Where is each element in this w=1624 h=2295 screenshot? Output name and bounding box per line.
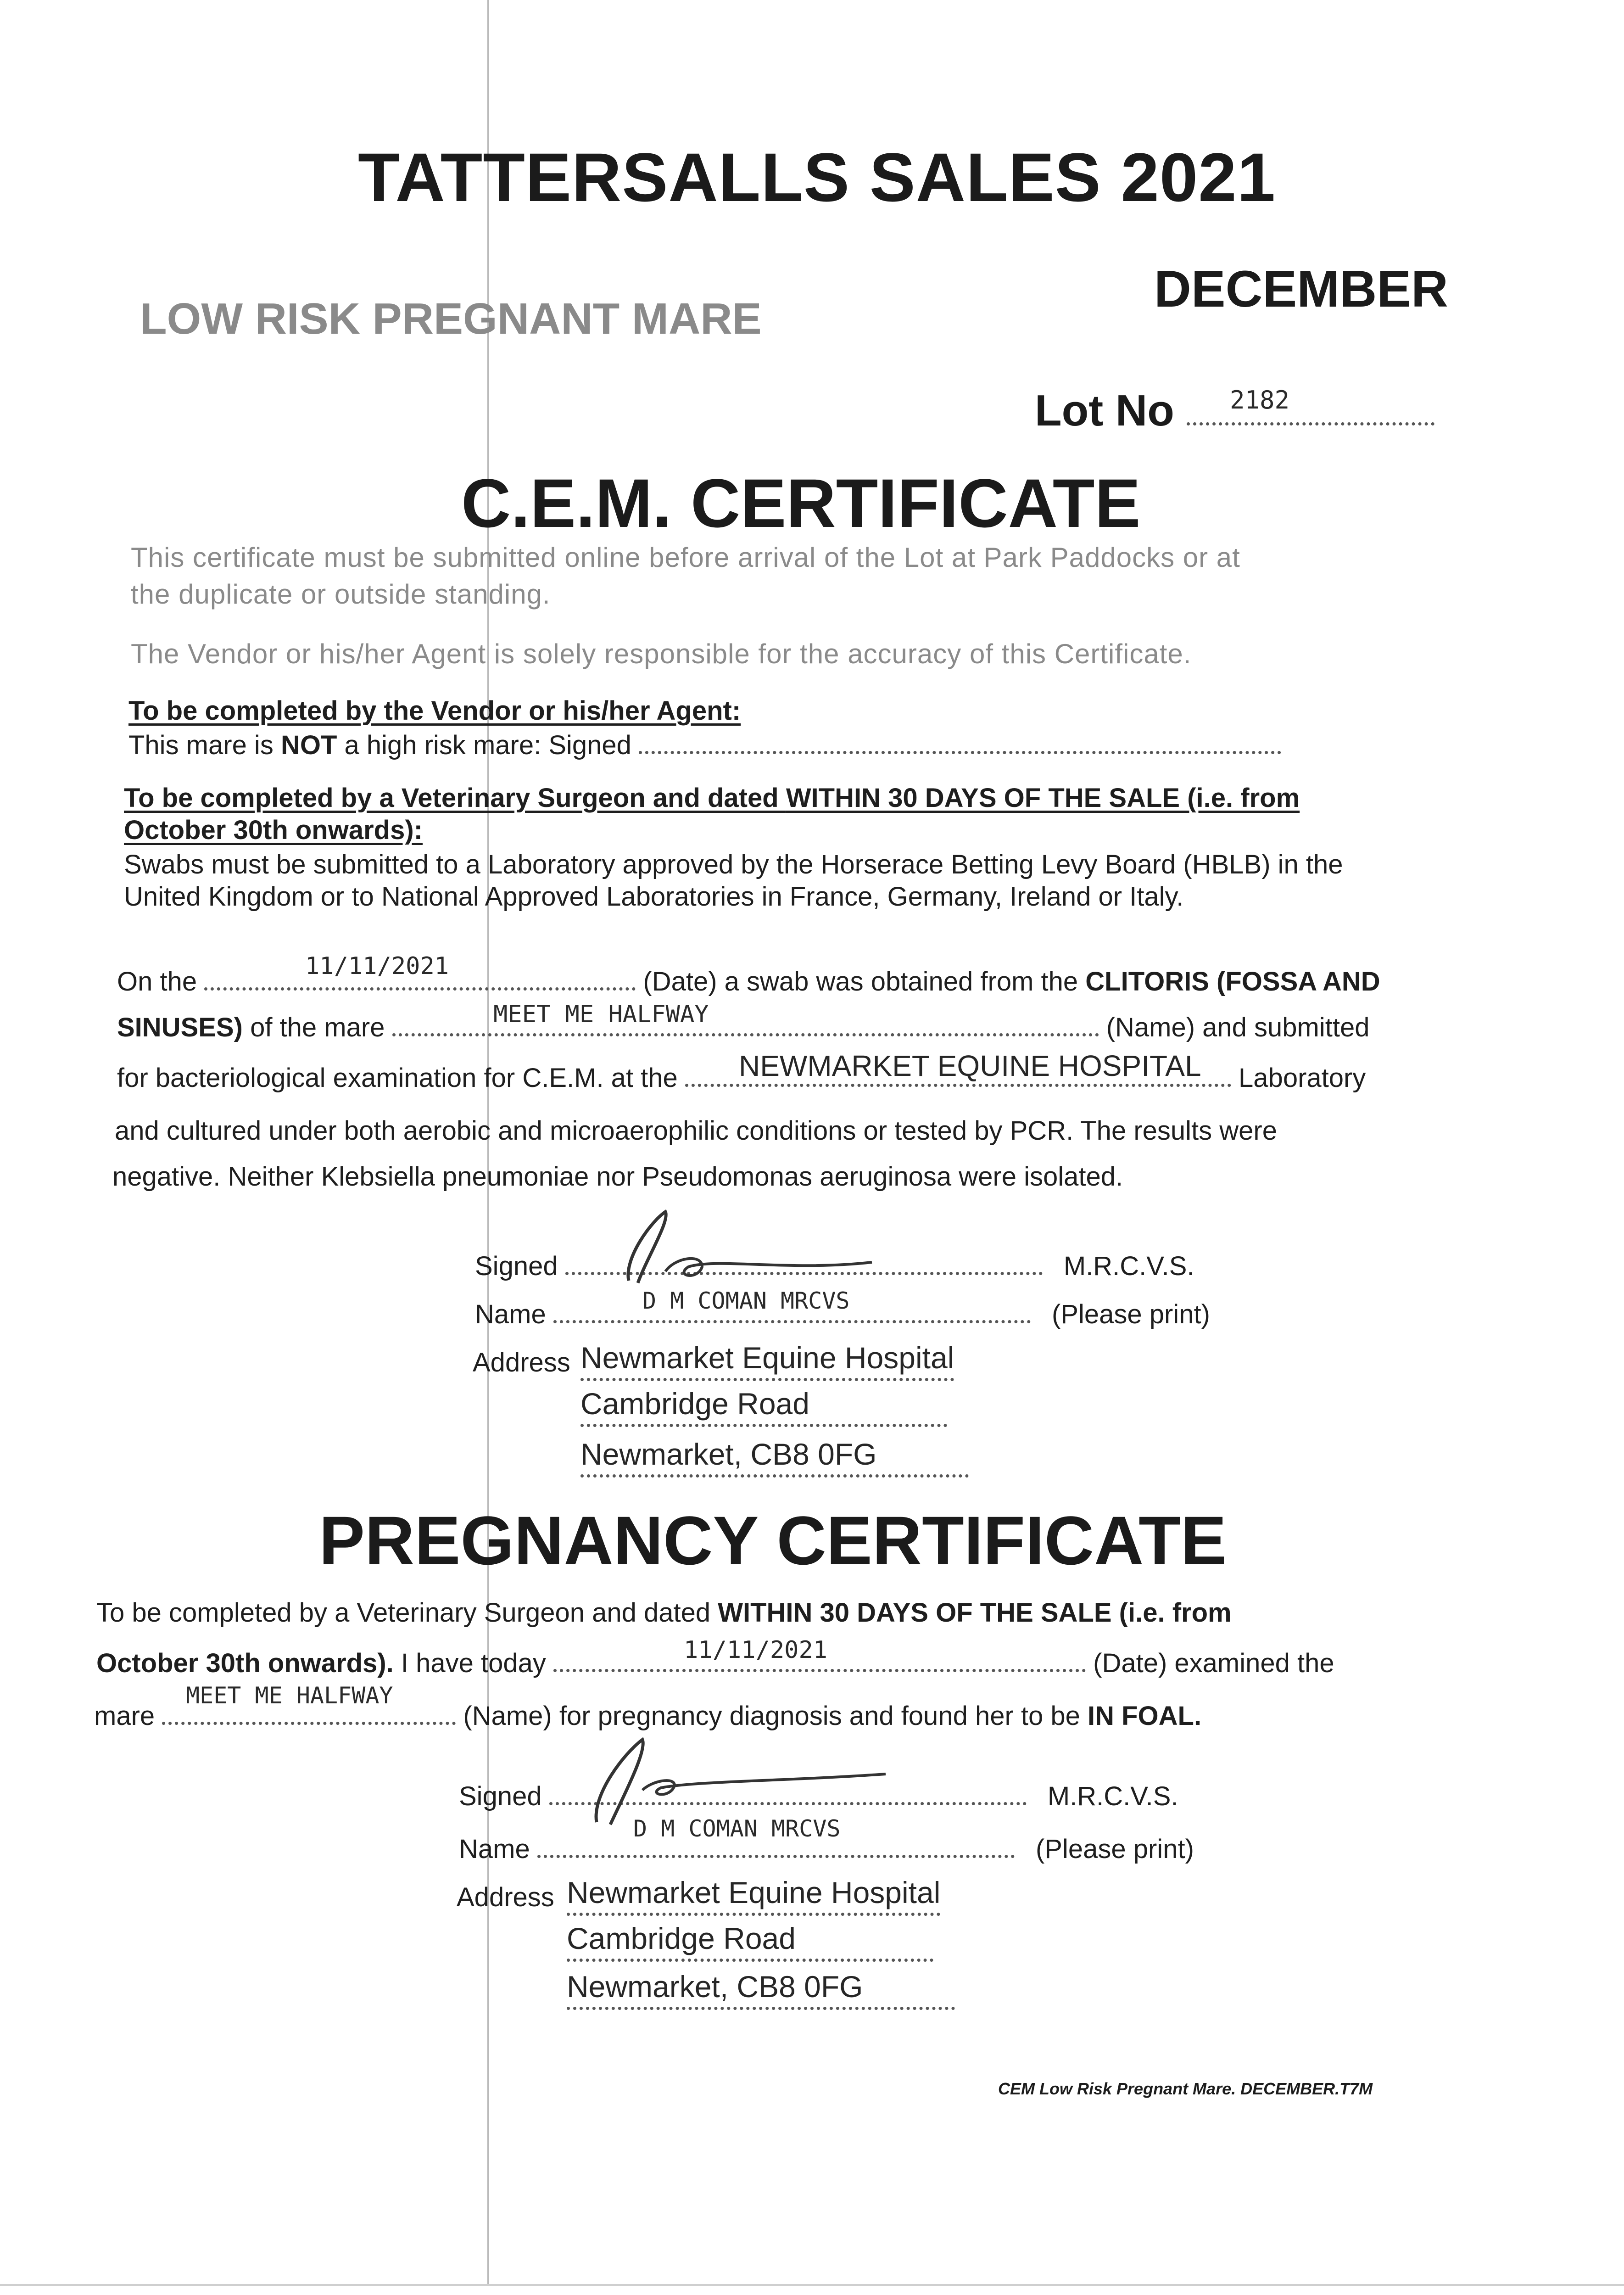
cem-address-line-1 [580, 1340, 954, 1381]
pregnancy-address-label: Address [457, 1882, 554, 1912]
pregnancy-address-line-3 [567, 1969, 955, 2010]
pregnancy-mare-name-value: MEET ME HALFWAY [186, 1682, 393, 1709]
pregnancy-intro-bold-2: October 30th onwards). [96, 1648, 394, 1678]
pregnancy-vet-name-value: D M COMAN MRCVS [633, 1815, 841, 1842]
pregnancy-intro-bold: WITHIN 30 DAYS OF THE SALE (i.e. from [718, 1598, 1232, 1628]
laboratory-suffix-text: Laboratory [1239, 1063, 1366, 1093]
lot-dotted-line [1187, 390, 1434, 425]
cem-handwritten-signature [597, 1203, 881, 1294]
cem-certificate-title: C.E.M. CERTIFICATE [461, 465, 1141, 542]
pregnancy-mrcvs-label: M.R.C.V.S. [1047, 1781, 1178, 1811]
cem-mare-name-value: MEET ME HALFWAY [493, 1001, 709, 1028]
cem-please-print: (Please print) [1051, 1299, 1210, 1329]
cem-mrcvs-label: M.R.C.V.S. [1063, 1251, 1194, 1281]
swab-instruction-line-1: Swabs must be submitted to a Laboratory approved by the Horserace Betting Levy Board (HBLB) in the [124, 850, 1343, 879]
pregnancy-intro-text-2: I have today [393, 1648, 546, 1678]
negative-result-line: negative. Neither Klebsiella pneumoniae nor Pseudomonas aeruginosa were isolated. [112, 1162, 1123, 1192]
on-the-label: On the [117, 967, 197, 996]
scan-edge [0, 2284, 1624, 2286]
cem-address-label: Address [473, 1348, 570, 1377]
sale-month: DECEMBER [1154, 260, 1448, 318]
cultured-line: and cultured under both aerobic and microaerophilic conditions or tested by PCR. The results were [115, 1116, 1277, 1146]
pregnancy-intro-text: To be completed by a Veterinary Surgeon and dated [96, 1598, 718, 1628]
vendor-line-not: NOT [280, 730, 337, 760]
vendor-declaration-line [128, 730, 1281, 761]
mare-category: LOW RISK PREGNANT MARE [140, 294, 762, 343]
vet-heading-bold: WITHIN 30 DAYS OF THE SALE (i.e. from [786, 783, 1300, 813]
lot-number-value: 2182 [1230, 386, 1290, 414]
pregnancy-intro-line-1 [96, 1597, 1232, 1628]
in-foal-result: IN FOAL. [1088, 1701, 1202, 1731]
vet-section-heading [124, 783, 1300, 813]
for-examination-text: for bacteriological examination for C.E.M. at the [117, 1063, 678, 1093]
pregnancy-name-label: Name [459, 1834, 530, 1864]
pregnancy-mare-label: mare [94, 1701, 155, 1731]
pregnancy-signed-label: Signed [459, 1781, 542, 1811]
pregnancy-address-3-text: Newmarket, CB8 0FG [567, 1969, 955, 2010]
vet-heading-text: To be completed by a Veterinary Surgeon and dated [124, 783, 786, 813]
lot-label: Lot No [1035, 386, 1174, 435]
vendor-line-text-a: This mare is [128, 730, 281, 760]
cem-signed-label: Signed [475, 1251, 558, 1281]
pregnancy-date-value: 11/11/2021 [684, 1636, 828, 1664]
vendor-section-heading: To be completed by the Vendor or his/her Agent: [128, 696, 741, 726]
vendor-line-text-b: a high risk mare: Signed [337, 730, 631, 760]
cem-address-2-text: Cambridge Road [580, 1386, 947, 1427]
name-suffix-text: (Name) and submitted [1106, 1013, 1370, 1042]
pregnancy-address-1-text: Newmarket Equine Hospital [567, 1875, 940, 1916]
pregnancy-address-line-1 [567, 1875, 940, 1916]
cem-address-line-2 [580, 1386, 947, 1427]
cem-responsibility-notice: The Vendor or his/her Agent is solely responsible for the accuracy of this Certificate. [131, 638, 1192, 669]
pregnancy-date-suffix: (Date) examined the [1093, 1648, 1334, 1678]
pregnancy-address-line-2 [567, 1921, 933, 1962]
swab-instruction-line-2: United Kingdom or to National Approved Laboratories in France, Germany, Ireland or Italy. [124, 882, 1184, 912]
document-title: TATTERSALLS SALES 2021 [358, 139, 1276, 216]
cem-notice-line-1: This certificate must be submitted online before arrival of the Lot at Park Paddocks or at [131, 542, 1240, 573]
clitoris-text: CLITORIS (FOSSA AND [1085, 967, 1380, 996]
vendor-signature-line [639, 732, 1281, 754]
laboratory-name-value: NEWMARKET EQUINE HOSPITAL [739, 1049, 1201, 1082]
cem-notice-line-2: the duplicate or outside standing. [131, 579, 551, 610]
cem-address-1-text: Newmarket Equine Hospital [580, 1340, 954, 1381]
cem-address-line-3 [580, 1437, 969, 1478]
form-reference-code: CEM Low Risk Pregnant Mare. DECEMBER.T7M [998, 2079, 1373, 2098]
date-suffix-text: (Date) a swab was obtained from the [643, 967, 1086, 996]
pregnancy-address-2-text: Cambridge Road [567, 1921, 933, 1962]
pregnancy-please-print: (Please print) [1035, 1834, 1194, 1864]
pregnancy-name-suffix: (Name) for pregnancy diagnosis and found her to be [463, 1701, 1088, 1731]
mare-name-line [117, 1012, 1370, 1043]
sinuses-text: SINUSES) [117, 1013, 243, 1042]
cem-name-label: Name [475, 1299, 546, 1329]
swab-date-value: 11/11/2021 [305, 952, 449, 980]
of-the-mare-text: of the mare [242, 1013, 385, 1042]
pregnancy-certificate-title: PREGNANCY CERTIFICATE [319, 1502, 1227, 1579]
vet-section-heading-2: October 30th onwards): [124, 815, 423, 845]
cem-vet-name-value: D M COMAN MRCVS [642, 1287, 850, 1314]
cem-address-3-text: Newmarket, CB8 0FG [580, 1437, 969, 1478]
